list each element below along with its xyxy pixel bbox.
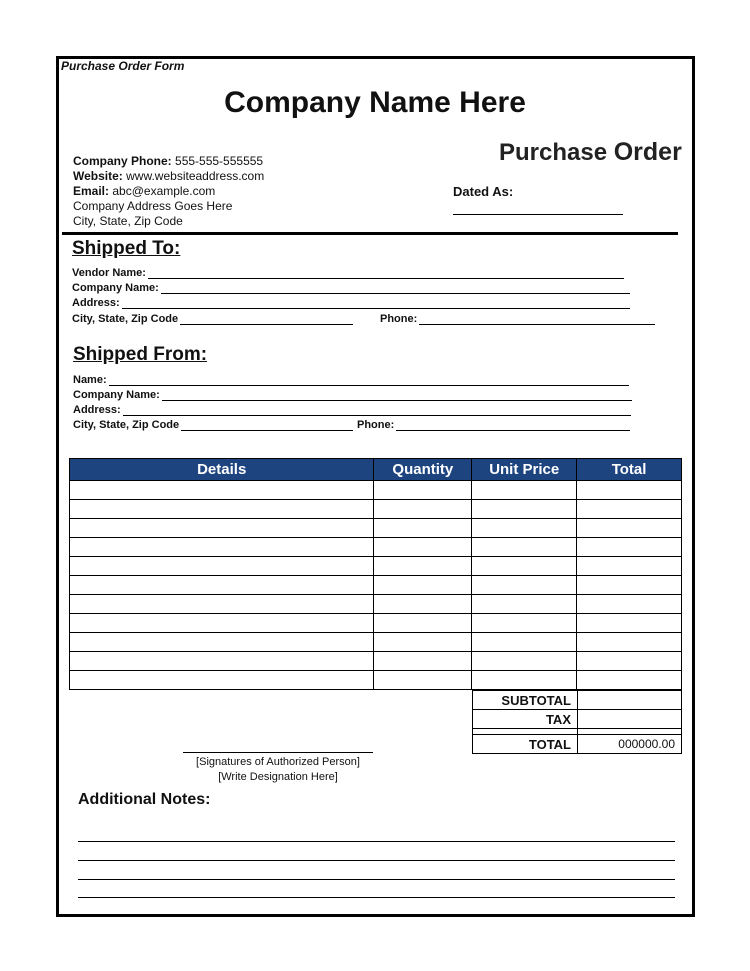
- table-row: [70, 614, 682, 633]
- details-cell[interactable]: [70, 500, 374, 519]
- company-name-label: Company Name:: [72, 282, 159, 294]
- note-line[interactable]: [78, 897, 675, 898]
- email-label: Email:: [73, 184, 110, 198]
- note-line[interactable]: [78, 879, 675, 880]
- header-divider: [62, 232, 678, 235]
- details-cell[interactable]: [70, 576, 374, 595]
- unit-price-cell[interactable]: [472, 500, 577, 519]
- vendor-name-label: Vendor Name:: [72, 267, 146, 279]
- company-phone: [73, 154, 263, 169]
- quantity-cell[interactable]: [374, 519, 472, 538]
- from-company-row: [73, 389, 632, 401]
- from-city-label: City, State, Zip Code: [73, 419, 180, 431]
- details-cell[interactable]: [70, 557, 374, 576]
- company-email: [73, 184, 215, 199]
- vendor-name-row: [72, 267, 624, 279]
- subtotal-value[interactable]: [578, 691, 682, 710]
- table-row: [70, 576, 682, 595]
- total-cell[interactable]: [577, 500, 682, 519]
- tax-label: TAX: [473, 710, 578, 729]
- quantity-cell[interactable]: [374, 538, 472, 557]
- details-cell[interactable]: [70, 652, 374, 671]
- details-cell[interactable]: [70, 614, 374, 633]
- city-label: City, State, Zip Code: [72, 313, 179, 325]
- total-cell[interactable]: [577, 481, 682, 500]
- address-row: [72, 297, 630, 309]
- quantity-cell[interactable]: [374, 481, 472, 500]
- details-cell[interactable]: [70, 519, 374, 538]
- website-value: www.websiteaddress.com: [126, 169, 265, 183]
- subtotal-row: [473, 691, 682, 710]
- tax-value[interactable]: [578, 710, 682, 729]
- items-header-row: [70, 459, 682, 481]
- items-table: [69, 458, 682, 690]
- from-name-row: [73, 374, 629, 386]
- note-line[interactable]: [78, 841, 675, 842]
- website-label: Website:: [73, 169, 123, 183]
- table-row: [70, 481, 682, 500]
- note-line[interactable]: [78, 860, 675, 861]
- unit-price-cell[interactable]: [472, 576, 577, 595]
- table-row: [70, 500, 682, 519]
- unit-price-cell[interactable]: [472, 633, 577, 652]
- from-address-label: Address:: [73, 404, 121, 416]
- form-label: Purchase Order Form: [61, 59, 185, 73]
- header-total: Total: [577, 459, 682, 481]
- total-cell[interactable]: [577, 538, 682, 557]
- items-body: [70, 481, 682, 690]
- total-cell[interactable]: [577, 614, 682, 633]
- table-row: [70, 633, 682, 652]
- quantity-cell[interactable]: [374, 652, 472, 671]
- quantity-cell[interactable]: [374, 614, 472, 633]
- signature-caption: [Signatures of Authorized Person]: [196, 756, 360, 768]
- total-cell[interactable]: [577, 652, 682, 671]
- city-row: [72, 313, 353, 325]
- phone-field[interactable]: [419, 315, 655, 325]
- total-cell[interactable]: [577, 595, 682, 614]
- unit-price-cell[interactable]: [472, 595, 577, 614]
- table-row: [70, 519, 682, 538]
- phone-row: [380, 313, 655, 325]
- address-label: Address:: [72, 297, 120, 309]
- from-address-field[interactable]: [123, 406, 631, 416]
- table-row: [70, 557, 682, 576]
- shipped-to-title: Shipped To:: [72, 238, 181, 259]
- details-cell[interactable]: [70, 481, 374, 500]
- from-city-field[interactable]: [181, 421, 353, 431]
- tax-row: [473, 710, 682, 729]
- phone-value: 555-555-555555: [175, 154, 264, 168]
- table-row: [70, 652, 682, 671]
- details-cell[interactable]: [70, 633, 374, 652]
- total-cell[interactable]: [577, 671, 682, 690]
- designation-caption: [Write Designation Here]: [218, 771, 338, 783]
- company-name-row: [72, 282, 630, 294]
- header-unit-price: Unit Price: [472, 459, 577, 481]
- from-name-field[interactable]: [109, 376, 629, 386]
- company-name-field[interactable]: [161, 284, 630, 294]
- quantity-cell[interactable]: [374, 633, 472, 652]
- header-details: Details: [70, 459, 374, 481]
- company-name: Company Name Here: [224, 86, 526, 119]
- phone-label: Company Phone:: [73, 154, 172, 168]
- total-cell[interactable]: [577, 633, 682, 652]
- from-city-row: [73, 419, 353, 431]
- from-company-field[interactable]: [162, 391, 632, 401]
- from-phone-field[interactable]: [396, 421, 630, 431]
- company-city: City, State, Zip Code: [73, 214, 183, 228]
- unit-price-cell[interactable]: [472, 519, 577, 538]
- title-part1: Purchase: [499, 139, 608, 166]
- unit-price-cell[interactable]: [472, 481, 577, 500]
- vendor-name-field[interactable]: [148, 269, 624, 279]
- details-cell[interactable]: [70, 538, 374, 557]
- additional-notes-title: Additional Notes:: [78, 791, 211, 808]
- from-address-row: [73, 404, 631, 416]
- total-row: [473, 735, 682, 754]
- total-value[interactable]: 000000.00: [578, 735, 682, 754]
- header-quantity: Quantity: [374, 459, 472, 481]
- signature-line[interactable]: [183, 752, 373, 753]
- total-cell[interactable]: [577, 557, 682, 576]
- details-cell[interactable]: [70, 671, 374, 690]
- unit-price-cell[interactable]: [472, 614, 577, 633]
- company-address: Company Address Goes Here: [73, 199, 233, 213]
- table-row: [70, 671, 682, 690]
- total-label: TOTAL: [473, 735, 578, 754]
- unit-price-cell[interactable]: [472, 557, 577, 576]
- dated-as-label: Dated As:: [453, 184, 514, 199]
- from-company-label: Company Name:: [73, 389, 160, 401]
- dated-as-field[interactable]: [453, 214, 623, 215]
- details-cell[interactable]: [70, 595, 374, 614]
- city-field[interactable]: [180, 315, 353, 325]
- from-phone-row: [357, 419, 630, 431]
- unit-price-cell[interactable]: [472, 652, 577, 671]
- unit-price-cell[interactable]: [472, 671, 577, 690]
- table-row: [70, 538, 682, 557]
- total-cell[interactable]: [577, 576, 682, 595]
- unit-price-cell[interactable]: [472, 538, 577, 557]
- phone-label: Phone:: [380, 313, 418, 325]
- quantity-cell[interactable]: [374, 500, 472, 519]
- title-part2: Order: [613, 138, 682, 166]
- subtotal-label: SUBTOTAL: [473, 691, 578, 710]
- totals-table: [472, 690, 682, 754]
- quantity-cell[interactable]: [374, 671, 472, 690]
- quantity-cell[interactable]: [374, 557, 472, 576]
- company-website: [73, 169, 264, 184]
- purchase-order-title: [499, 138, 682, 167]
- total-cell[interactable]: [577, 519, 682, 538]
- address-field[interactable]: [122, 299, 630, 309]
- email-value: abc@example.com: [112, 184, 216, 198]
- shipped-from-title: Shipped From:: [73, 344, 208, 365]
- table-row: [70, 595, 682, 614]
- quantity-cell[interactable]: [374, 576, 472, 595]
- from-phone-label: Phone:: [357, 419, 395, 431]
- quantity-cell[interactable]: [374, 595, 472, 614]
- from-name-label: Name:: [73, 374, 107, 386]
